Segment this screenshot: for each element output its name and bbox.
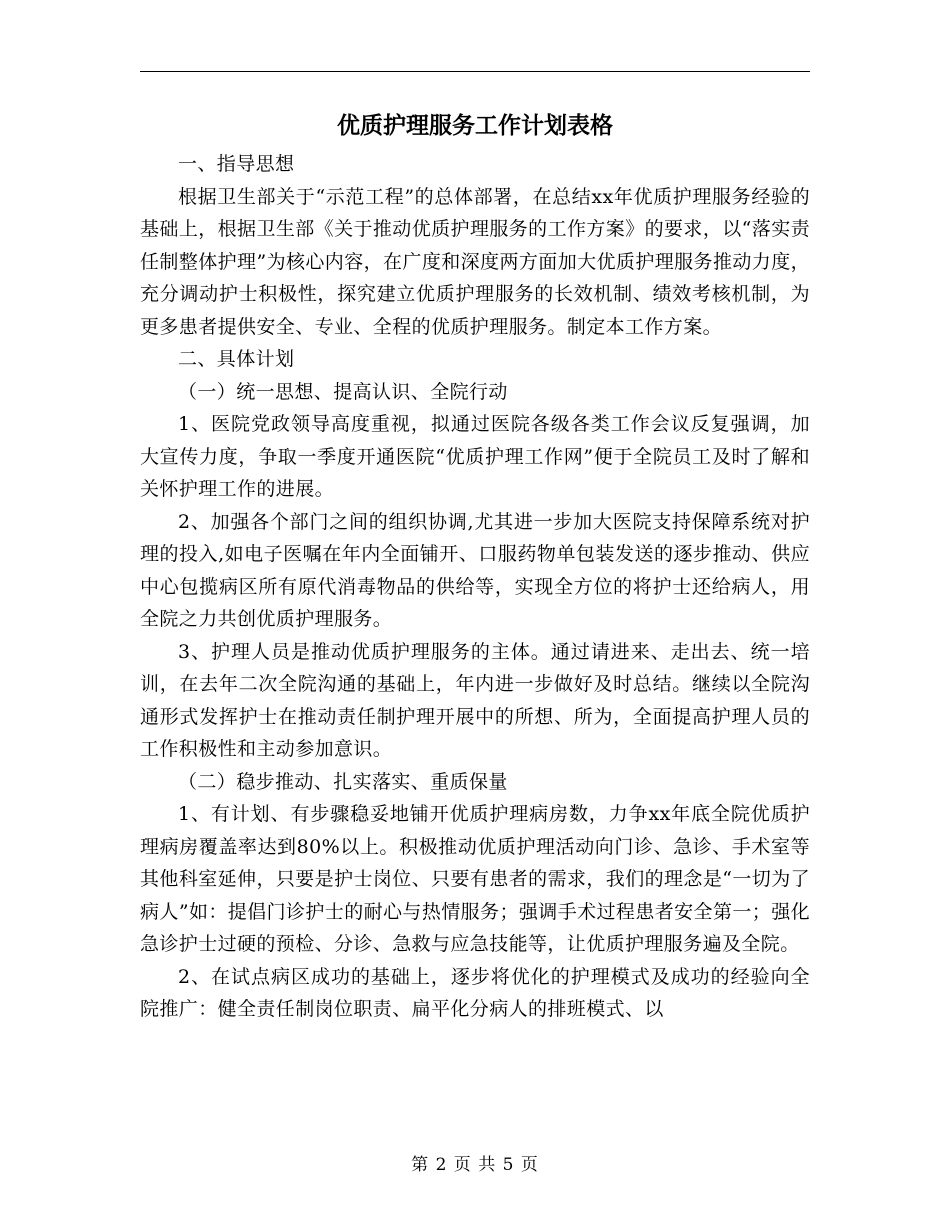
section-heading-guiding-ideology: 一、指导思想 [178, 153, 295, 175]
paragraph-plan-1-3: 3、护理人员是推动优质护理服务的主体。通过请进来、走出去、统一培训，在去年二次全院沟通的基础上，年内进一步做好及时总结。继续以全院沟通形式发挥护士在推动责任制护理开展中的所想、所为，全面提高护理人员的工作积极性和主动参加意识。 [140, 640, 810, 760]
page-number-footer: 第 2 页 共 5 页 [411, 1155, 539, 1175]
paragraph-plan-2-1: 1、有计划、有步骤稳妥地铺开优质护理病房数，力争xx年底全院优质护理病房覆盖率达到80%以上。积极推动优质护理活动向门诊、急诊、手术室等其他科室延伸，只要是护士岗位、只要有患者的需求，我们的理念是“一切为了病人”如：提倡门诊护士的耐心与热情服务；强调手术过程患者安全第一；强化急诊护士过硬的预检、分诊、急救与应急技能等，让优质护理服务遍及全院。 [140, 803, 810, 955]
header-rule [140, 71, 810, 72]
paragraph-plan-2-2: 2、在试点病区成功的基础上，逐步将优化的护理模式及成功的经验向全院推广：健全责任制岗位职责、扁平化分病人的排班模式、以 [140, 965, 810, 1020]
paragraph-plan-1-2: 2、加强各个部门之间的组织协调,尤其进一步加大医院支持保障系统对护理的投入,如电子医嘱在年内全面铺开、口服药物单包装发送的逐步推动、供应中心包揽病区所有原代消毒物品的供给等，实现全方位的将护士还给病人，用全院之力共创优质护理服务。 [140, 510, 810, 630]
document-body [140, 104, 810, 1026]
paragraph-plan-1-1: 1、医院党政领导高度重视，拟通过医院各级各类工作会议反复强调，加大宣传力度，争取一季度开通医院“优质护理工作网”便于全院员工及时了解和关怀护理工作的进展。 [140, 413, 810, 500]
document-title: 优质护理服务工作计划表格 [337, 112, 613, 139]
subsection-heading-1: （一）统一思想、提高认识、全院行动 [178, 380, 508, 403]
subsection-heading-2: （二）稳步推动、扎实落实、重质保量 [178, 770, 508, 793]
paragraph-guiding-ideology: 根据卫生部关于“示范工程”的总体部署，在总结xx年优质护理服务经验的基础上，根据卫生部《关于推动优质护理服务的工作方案》的要求，以“落实责任制整体护理”为核心内容，在广度和深度两方面加大优质护理服务推动力度，充分调动护士积极性，探究建立优质护理服务的长效机制、绩效考核机制，为更多患者提供安全、专业、全程的优质护理服务。制定本工作方案。 [140, 185, 810, 338]
section-heading-specific-plan: 二、具体计划 [178, 348, 295, 370]
